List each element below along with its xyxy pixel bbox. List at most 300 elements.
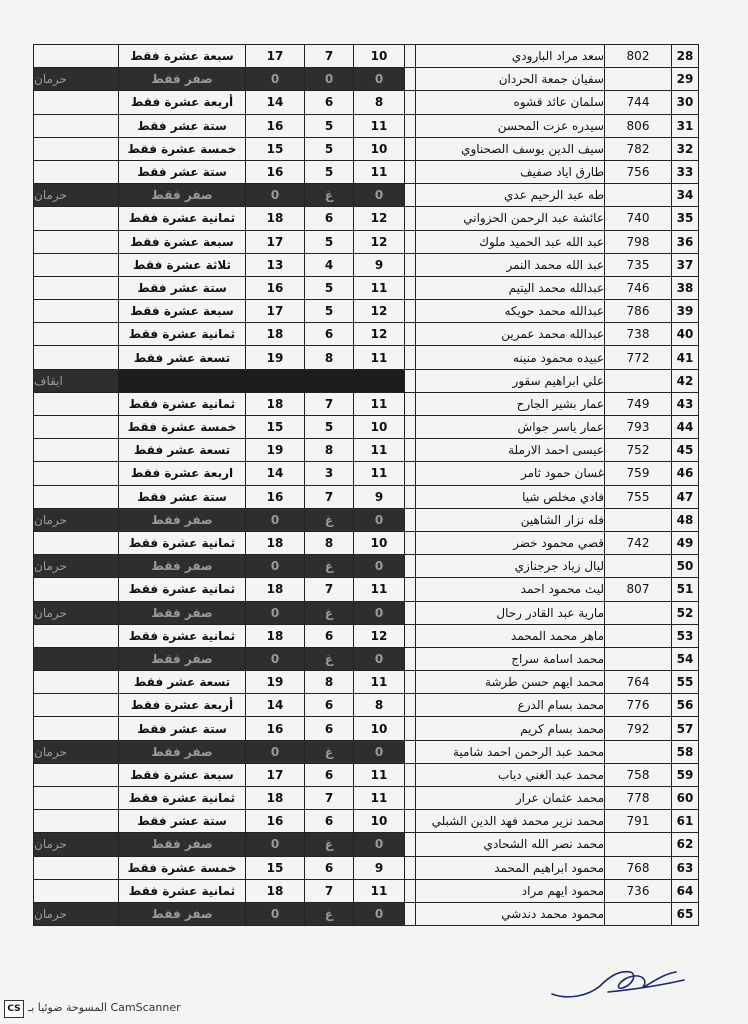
total-words-cell: خمسة عشرة فقط xyxy=(119,416,246,439)
student-name-cell: محمود ايهم مراد xyxy=(416,879,605,902)
remark-cell xyxy=(34,763,119,786)
total-cell: 14 xyxy=(246,462,305,485)
score-b-cell: غ xyxy=(305,184,354,207)
student-id-cell xyxy=(605,555,672,578)
column-gap xyxy=(405,253,416,276)
table-row xyxy=(34,555,699,578)
table-row xyxy=(34,624,699,647)
score-b-cell: 6 xyxy=(305,810,354,833)
score-a-cell: 10 xyxy=(354,717,405,740)
remark-cell xyxy=(34,346,119,369)
table-row xyxy=(34,276,699,299)
scan-footer xyxy=(0,998,748,1024)
total-words-cell: خمسة عشرة فقط xyxy=(119,856,246,879)
table-row xyxy=(34,763,699,786)
student-name-cell: علي ابراهيم سقور xyxy=(416,369,605,392)
row-number-cell: 53 xyxy=(672,624,699,647)
total-cell: 17 xyxy=(246,45,305,68)
total-words-cell: خمسة عشرة فقط xyxy=(119,137,246,160)
student-name-cell: محمود محمد دندشي xyxy=(416,902,605,925)
total-cell: 18 xyxy=(246,207,305,230)
score-b-cell: 7 xyxy=(305,787,354,810)
row-number-cell: 29 xyxy=(672,68,699,91)
scanner-watermark-text: المسوحة ضوئيا بـ CamScanner xyxy=(28,1001,181,1014)
student-id-cell xyxy=(605,902,672,925)
total-words-cell: ستة عشر فقط xyxy=(119,810,246,833)
row-number-cell: 34 xyxy=(672,184,699,207)
total-cell: 13 xyxy=(246,253,305,276)
score-a-cell: 11 xyxy=(354,879,405,902)
total-words-cell: ثمانية عشرة فقط xyxy=(119,392,246,415)
student-id-cell: 746 xyxy=(605,276,672,299)
total-words-cell: ثمانية عشرة فقط xyxy=(119,207,246,230)
total-cell: 0 xyxy=(246,601,305,624)
column-gap xyxy=(405,323,416,346)
score-a-cell: 8 xyxy=(354,91,405,114)
score-a-cell: 10 xyxy=(354,45,405,68)
score-b-cell: 7 xyxy=(305,392,354,415)
total-words-cell: أربعة عشرة فقط xyxy=(119,694,246,717)
column-gap xyxy=(405,45,416,68)
column-gap xyxy=(405,833,416,856)
student-id-cell: 756 xyxy=(605,160,672,183)
remark-cell xyxy=(34,462,119,485)
total-cell: 16 xyxy=(246,114,305,137)
column-gap xyxy=(405,346,416,369)
total-words-cell: تسعة عشر فقط xyxy=(119,671,246,694)
score-a-cell: 12 xyxy=(354,624,405,647)
table-row xyxy=(34,68,699,91)
score-b-cell: 5 xyxy=(305,276,354,299)
score-b-cell: 5 xyxy=(305,114,354,137)
total-cell: 17 xyxy=(246,230,305,253)
table-row xyxy=(34,531,699,554)
student-id-cell xyxy=(605,601,672,624)
student-id-cell: 735 xyxy=(605,253,672,276)
score-a-cell: 0 xyxy=(354,902,405,925)
row-number-cell: 43 xyxy=(672,392,699,415)
total-cell: 18 xyxy=(246,879,305,902)
row-number-cell: 64 xyxy=(672,879,699,902)
score-a-cell: 11 xyxy=(354,439,405,462)
total-words-cell: ثمانية عشرة فقط xyxy=(119,578,246,601)
score-a-cell: 11 xyxy=(354,763,405,786)
remark-cell: حرمان xyxy=(34,833,119,856)
student-name-cell: عبد الله محمد النمر xyxy=(416,253,605,276)
table-row xyxy=(34,207,699,230)
column-gap xyxy=(405,740,416,763)
student-name-cell: عبد الله عبد الحميد ملوك xyxy=(416,230,605,253)
total-words-cell: تسعة عشر فقط xyxy=(119,439,246,462)
row-number-cell: 54 xyxy=(672,647,699,670)
score-a-cell: 0 xyxy=(354,647,405,670)
table-row xyxy=(34,416,699,439)
table-row xyxy=(34,439,699,462)
total-cell: 15 xyxy=(246,856,305,879)
total-words-cell: سبعة عشرة فقط xyxy=(119,763,246,786)
remark-cell xyxy=(34,416,119,439)
total-cell: 0 xyxy=(246,555,305,578)
table-row xyxy=(34,346,699,369)
score-b-cell: 5 xyxy=(305,230,354,253)
total-words-cell: ستة عشر فقط xyxy=(119,276,246,299)
table-row xyxy=(34,694,699,717)
score-b-cell: 6 xyxy=(305,694,354,717)
score-a-cell: 8 xyxy=(354,694,405,717)
student-name-cell: محمود ابراهيم المحمد xyxy=(416,856,605,879)
table-row xyxy=(34,230,699,253)
score-a-cell: 12 xyxy=(354,323,405,346)
score-b-cell: 8 xyxy=(305,531,354,554)
camscanner-logo-icon: CS xyxy=(4,1000,24,1018)
row-number-cell: 39 xyxy=(672,300,699,323)
row-number-cell: 63 xyxy=(672,856,699,879)
score-b-cell: غ xyxy=(305,647,354,670)
student-name-cell: محمد عبد الرحمن احمد شامية xyxy=(416,740,605,763)
remark-cell: حرمان xyxy=(34,902,119,925)
column-gap xyxy=(405,369,416,392)
column-gap xyxy=(405,416,416,439)
column-gap xyxy=(405,763,416,786)
student-name-cell: سيف الدين يوسف الصحناوي xyxy=(416,137,605,160)
student-id-cell: 738 xyxy=(605,323,672,346)
score-a-cell: 12 xyxy=(354,300,405,323)
score-b-cell: 6 xyxy=(305,91,354,114)
student-id-cell: 802 xyxy=(605,45,672,68)
score-b-cell: 3 xyxy=(305,462,354,485)
table-row xyxy=(34,717,699,740)
score-a-cell: 9 xyxy=(354,253,405,276)
column-gap xyxy=(405,671,416,694)
student-id-cell: 736 xyxy=(605,879,672,902)
total-words-cell: اربعة عشرة فقط xyxy=(119,462,246,485)
row-number-cell: 35 xyxy=(672,207,699,230)
score-a-cell: 12 xyxy=(354,230,405,253)
score-b-cell: غ xyxy=(305,833,354,856)
student-name-cell: محمد عثمان عرار xyxy=(416,787,605,810)
total-words-cell: ثمانية عشرة فقط xyxy=(119,879,246,902)
table-row xyxy=(34,647,699,670)
column-gap xyxy=(405,810,416,833)
table-row xyxy=(34,856,699,879)
student-id-cell: 776 xyxy=(605,694,672,717)
table-row xyxy=(34,485,699,508)
remark-cell: حرمان xyxy=(34,68,119,91)
student-id-cell: 758 xyxy=(605,763,672,786)
score-a-cell: 0 xyxy=(354,833,405,856)
student-name-cell: فادي مخلص شيا xyxy=(416,485,605,508)
student-name-cell: طه عبد الرحيم عدي xyxy=(416,184,605,207)
remark-cell xyxy=(34,647,119,670)
total-words-cell: ثمانية عشرة فقط xyxy=(119,787,246,810)
total-cell: 18 xyxy=(246,323,305,346)
student-name-cell: طارق اياد صفيف xyxy=(416,160,605,183)
row-number-cell: 38 xyxy=(672,276,699,299)
remark-cell xyxy=(34,91,119,114)
total-cell: 0 xyxy=(246,647,305,670)
column-gap xyxy=(405,508,416,531)
remark-cell xyxy=(34,45,119,68)
score-a-cell: 10 xyxy=(354,137,405,160)
table-row xyxy=(34,253,699,276)
score-b-cell: 5 xyxy=(305,160,354,183)
student-name-cell: ليث محمود احمد xyxy=(416,578,605,601)
total-cell: 19 xyxy=(246,346,305,369)
table-row xyxy=(34,787,699,810)
score-a-cell: 10 xyxy=(354,810,405,833)
student-name-cell: محمد بسام كريم xyxy=(416,717,605,740)
student-name-cell: عائشة عبد الرحمن الحزواني xyxy=(416,207,605,230)
score-b-cell: 6 xyxy=(305,207,354,230)
total-words-cell: صفر فقط xyxy=(119,508,246,531)
table-row xyxy=(34,508,699,531)
score-b-cell: 6 xyxy=(305,717,354,740)
column-gap xyxy=(405,91,416,114)
score-a-cell: 10 xyxy=(354,416,405,439)
table-row xyxy=(34,323,699,346)
column-gap xyxy=(405,624,416,647)
remark-cell: حرمان xyxy=(34,555,119,578)
column-gap xyxy=(405,717,416,740)
total-words-cell: ثمانية عشرة فقط xyxy=(119,323,246,346)
remark-cell xyxy=(34,879,119,902)
score-b-cell: 8 xyxy=(305,671,354,694)
row-number-cell: 33 xyxy=(672,160,699,183)
total-cell: 17 xyxy=(246,763,305,786)
table-row xyxy=(34,578,699,601)
remark-cell xyxy=(34,810,119,833)
score-b-cell: 8 xyxy=(305,439,354,462)
total-cell: 0 xyxy=(246,68,305,91)
table-row xyxy=(34,879,699,902)
student-id-cell: 807 xyxy=(605,578,672,601)
score-a-cell: 11 xyxy=(354,160,405,183)
remark-cell xyxy=(34,137,119,160)
table-row xyxy=(34,392,699,415)
column-gap xyxy=(405,462,416,485)
student-id-cell: 806 xyxy=(605,114,672,137)
student-id-cell: 752 xyxy=(605,439,672,462)
score-b-cell: غ xyxy=(305,508,354,531)
remark-cell: حرمان xyxy=(34,740,119,763)
column-gap xyxy=(405,230,416,253)
total-cell: 18 xyxy=(246,392,305,415)
score-b-cell: 6 xyxy=(305,624,354,647)
table-row xyxy=(34,462,699,485)
row-number-cell: 58 xyxy=(672,740,699,763)
total-words-cell: ثمانية عشرة فقط xyxy=(119,624,246,647)
suspended-score-block xyxy=(119,369,405,392)
student-id-cell xyxy=(605,508,672,531)
row-number-cell: 46 xyxy=(672,462,699,485)
row-number-cell: 45 xyxy=(672,439,699,462)
total-cell: 17 xyxy=(246,300,305,323)
score-a-cell: 0 xyxy=(354,508,405,531)
total-cell: 16 xyxy=(246,485,305,508)
column-gap xyxy=(405,184,416,207)
student-name-cell: محمد عبد الغني دياب xyxy=(416,763,605,786)
score-a-cell: 9 xyxy=(354,856,405,879)
column-gap xyxy=(405,694,416,717)
total-words-cell: صفر فقط xyxy=(119,184,246,207)
remark-cell xyxy=(34,578,119,601)
total-cell: 16 xyxy=(246,160,305,183)
total-cell: 16 xyxy=(246,717,305,740)
student-id-cell xyxy=(605,740,672,763)
row-number-cell: 56 xyxy=(672,694,699,717)
row-number-cell: 31 xyxy=(672,114,699,137)
student-id-cell xyxy=(605,369,672,392)
total-cell: 0 xyxy=(246,508,305,531)
remark-cell xyxy=(34,253,119,276)
student-id-cell: 749 xyxy=(605,392,672,415)
table-row xyxy=(34,114,699,137)
student-name-cell: ليال زياد جرجنازي xyxy=(416,555,605,578)
score-b-cell: 7 xyxy=(305,578,354,601)
total-words-cell: ثمانية عشرة فقط xyxy=(119,531,246,554)
total-words-cell: صفر فقط xyxy=(119,647,246,670)
remark-cell xyxy=(34,114,119,137)
score-b-cell: 7 xyxy=(305,45,354,68)
student-id-cell xyxy=(605,68,672,91)
row-number-cell: 55 xyxy=(672,671,699,694)
score-b-cell: 7 xyxy=(305,485,354,508)
remark-cell xyxy=(34,856,119,879)
table-row xyxy=(34,91,699,114)
score-a-cell: 11 xyxy=(354,392,405,415)
remark-cell xyxy=(34,439,119,462)
table-row xyxy=(34,160,699,183)
row-number-cell: 44 xyxy=(672,416,699,439)
table-row xyxy=(34,810,699,833)
student-name-cell: سعد مراد البارودي xyxy=(416,45,605,68)
row-number-cell: 59 xyxy=(672,763,699,786)
total-words-cell: ستة عشر فقط xyxy=(119,717,246,740)
column-gap xyxy=(405,902,416,925)
total-cell: 0 xyxy=(246,833,305,856)
score-a-cell: 0 xyxy=(354,601,405,624)
total-words-cell: سبعة عشرة فقط xyxy=(119,300,246,323)
score-a-cell: 11 xyxy=(354,671,405,694)
student-id-cell: 782 xyxy=(605,137,672,160)
row-number-cell: 57 xyxy=(672,717,699,740)
column-gap xyxy=(405,439,416,462)
student-id-cell: 755 xyxy=(605,485,672,508)
score-b-cell: 6 xyxy=(305,763,354,786)
score-a-cell: 0 xyxy=(354,740,405,763)
total-words-cell: ستة عشر فقط xyxy=(119,160,246,183)
total-cell: 16 xyxy=(246,810,305,833)
column-gap xyxy=(405,300,416,323)
student-name-cell: غسان حمود ثامر xyxy=(416,462,605,485)
column-gap xyxy=(405,137,416,160)
student-id-cell: 772 xyxy=(605,346,672,369)
remark-cell: حرمان xyxy=(34,184,119,207)
student-id-cell: 768 xyxy=(605,856,672,879)
student-name-cell: عبدالله محمد حويكه xyxy=(416,300,605,323)
student-id-cell: 791 xyxy=(605,810,672,833)
total-words-cell: صفر فقط xyxy=(119,833,246,856)
total-words-cell: صفر فقط xyxy=(119,902,246,925)
student-id-cell: 764 xyxy=(605,671,672,694)
score-b-cell: 7 xyxy=(305,879,354,902)
total-words-cell: ثلاثة عشرة فقط xyxy=(119,253,246,276)
table-row xyxy=(34,902,699,925)
row-number-cell: 37 xyxy=(672,253,699,276)
student-id-cell: 798 xyxy=(605,230,672,253)
row-number-cell: 52 xyxy=(672,601,699,624)
remark-cell: حرمان xyxy=(34,601,119,624)
remark-cell xyxy=(34,230,119,253)
student-id-cell: 740 xyxy=(605,207,672,230)
table-row xyxy=(34,184,699,207)
score-b-cell: غ xyxy=(305,555,354,578)
student-id-cell: 792 xyxy=(605,717,672,740)
score-b-cell: 5 xyxy=(305,416,354,439)
column-gap xyxy=(405,276,416,299)
column-gap xyxy=(405,160,416,183)
remark-cell xyxy=(34,717,119,740)
grades-table xyxy=(33,44,699,926)
table-row xyxy=(34,369,699,392)
total-cell: 0 xyxy=(246,902,305,925)
row-number-cell: 42 xyxy=(672,369,699,392)
student-name-cell: محمد ايهم حسن طرشة xyxy=(416,671,605,694)
score-a-cell: 11 xyxy=(354,114,405,137)
row-number-cell: 62 xyxy=(672,833,699,856)
student-id-cell: 786 xyxy=(605,300,672,323)
column-gap xyxy=(405,114,416,137)
total-words-cell: سبعة عشرة فقط xyxy=(119,45,246,68)
total-cell: 15 xyxy=(246,137,305,160)
student-id-cell: 744 xyxy=(605,91,672,114)
student-name-cell: سفيان جمعة الحردان xyxy=(416,68,605,91)
student-name-cell: محمد نزير محمد فهد الدين الشبلي xyxy=(416,810,605,833)
score-b-cell: 0 xyxy=(305,68,354,91)
row-number-cell: 49 xyxy=(672,531,699,554)
score-b-cell: 4 xyxy=(305,253,354,276)
student-name-cell: عمار بشير الجارح xyxy=(416,392,605,415)
total-cell: 14 xyxy=(246,91,305,114)
remark-cell xyxy=(34,300,119,323)
total-cell: 0 xyxy=(246,740,305,763)
table-row xyxy=(34,300,699,323)
student-name-cell: فله نزار الشاهين xyxy=(416,508,605,531)
score-a-cell: 11 xyxy=(354,787,405,810)
total-cell: 19 xyxy=(246,671,305,694)
student-name-cell: ماهر محمد المحمد xyxy=(416,624,605,647)
total-cell: 18 xyxy=(246,578,305,601)
student-id-cell xyxy=(605,624,672,647)
total-cell: 16 xyxy=(246,276,305,299)
row-number-cell: 65 xyxy=(672,902,699,925)
remark-cell xyxy=(34,485,119,508)
column-gap xyxy=(405,879,416,902)
score-b-cell: 6 xyxy=(305,856,354,879)
table-row xyxy=(34,601,699,624)
remark-cell: ايقاف xyxy=(34,369,119,392)
student-name-cell: قصي محمود خضر xyxy=(416,531,605,554)
column-gap xyxy=(405,531,416,554)
total-cell: 19 xyxy=(246,439,305,462)
student-id-cell xyxy=(605,833,672,856)
column-gap xyxy=(405,555,416,578)
student-name-cell: سيدره عزت المحسن xyxy=(416,114,605,137)
row-number-cell: 32 xyxy=(672,137,699,160)
score-a-cell: 11 xyxy=(354,276,405,299)
student-id-cell: 778 xyxy=(605,787,672,810)
total-cell: 0 xyxy=(246,184,305,207)
